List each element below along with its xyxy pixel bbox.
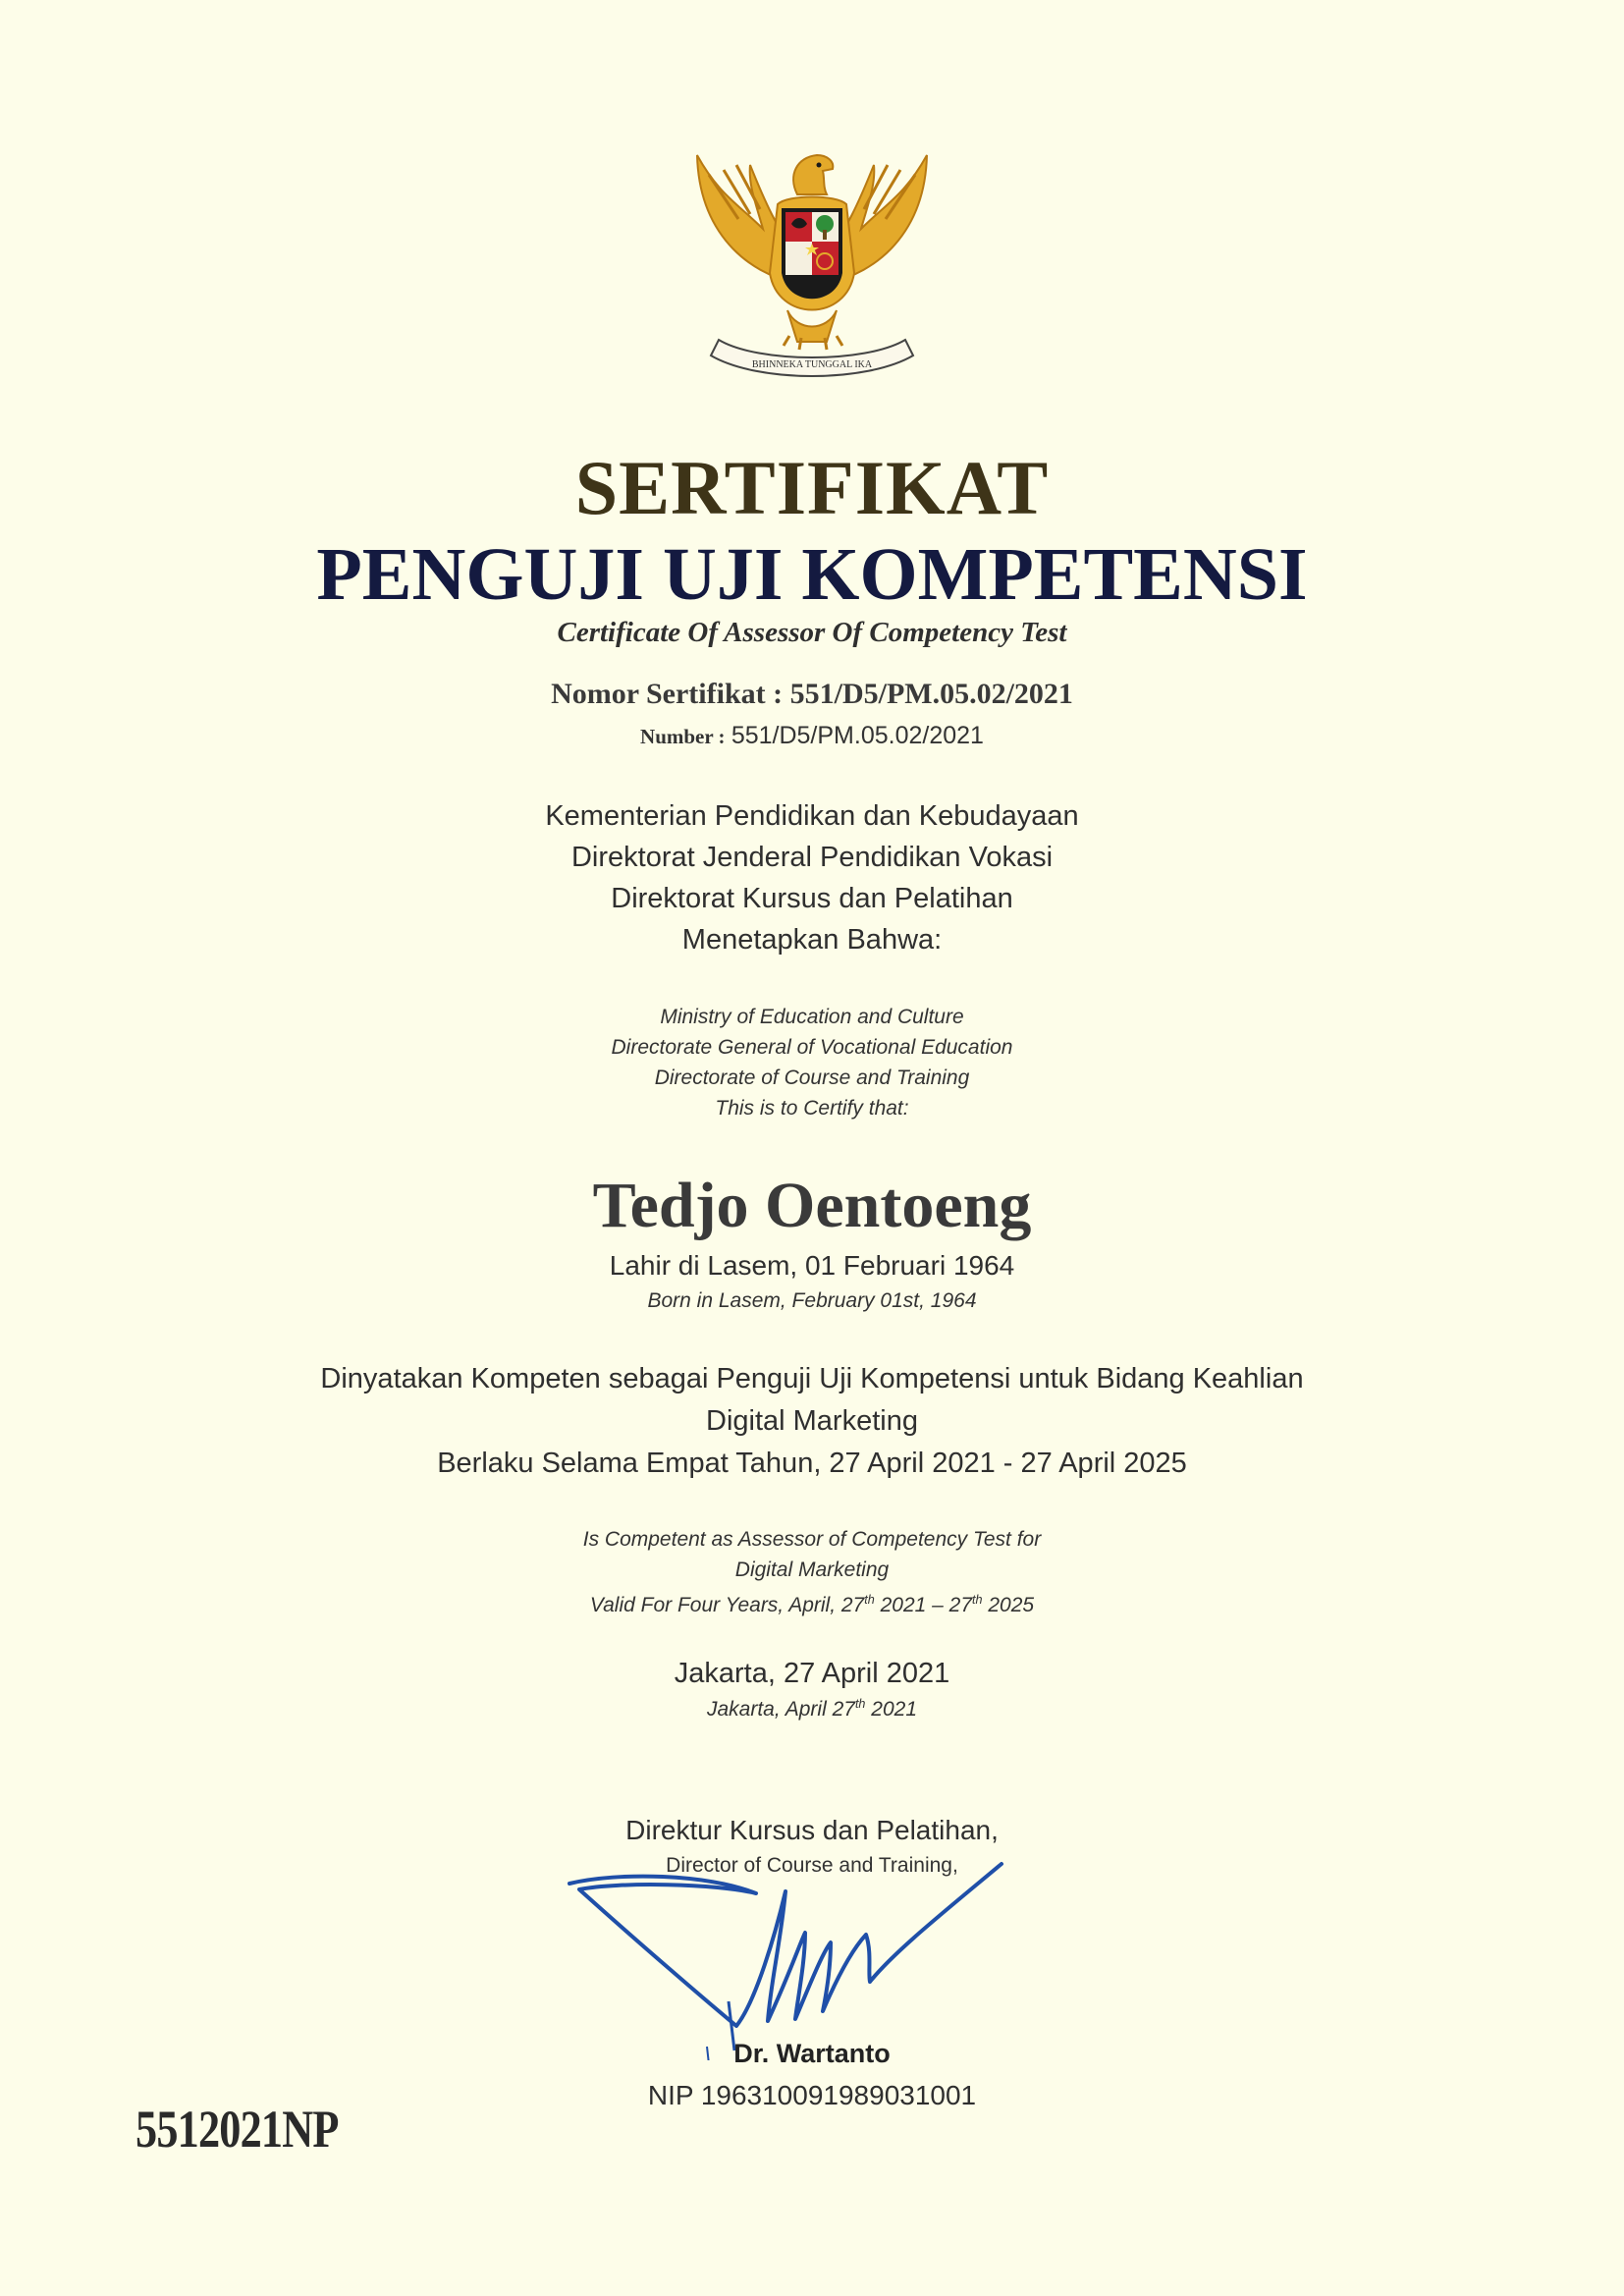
competency-statement-id xyxy=(0,1358,1624,1485)
issuer-line-en: Directorate General of Vocational Education xyxy=(611,1036,1013,1059)
signatory-title-en: Director of Course and Training, xyxy=(666,1854,958,1877)
recipient-birth-id: Lahir di Lasem, 01 Februari 1964 xyxy=(609,1250,1015,1281)
statement-line: Berlaku Selama Empat Tahun, 27 April 2021 - 27 April 2025 xyxy=(437,1448,1187,1479)
signatory-name: Dr. Wartanto xyxy=(733,2039,891,2068)
signature-icon xyxy=(560,1854,1021,2060)
certificate-title-english: Certificate Of Assessor Of Competency Test xyxy=(557,617,1067,648)
number-label: Number : xyxy=(640,725,726,748)
recipient-name: Tedjo Oentoeng xyxy=(592,1170,1032,1241)
issuer-line-en: This is to Certify that: xyxy=(715,1097,909,1120)
certificate-number-label: Nomor Sertifikat : xyxy=(551,678,784,710)
certificate-number-en xyxy=(0,722,1624,750)
competency-statement-en xyxy=(0,1524,1624,1620)
recipient-birth-en: Born in Lasem, February 01st, 1964 xyxy=(647,1289,977,1312)
issuer-line: Menetapkan Bahwa: xyxy=(681,924,943,956)
issuer-line-en: Ministry of Education and Culture xyxy=(660,1006,964,1028)
signatory-title-id: Direktur Kursus dan Pelatihan, xyxy=(625,1815,999,1845)
issuer-line: Direktorat Jenderal Pendidikan Vokasi xyxy=(570,842,1054,873)
issuer-block-id xyxy=(0,795,1624,960)
issuer-line: Kementerian Pendidikan dan Kebudayaan xyxy=(545,800,1079,832)
svg-text:BHINNEKA TUNGGAL IKA: BHINNEKA TUNGGAL IKA xyxy=(751,359,873,370)
statement-line: Digital Marketing xyxy=(706,1405,918,1437)
issuer-block-en xyxy=(0,1002,1624,1123)
garuda-emblem-icon xyxy=(679,136,945,397)
statement-line-en: Is Competent as Assessor of Competency Test for xyxy=(582,1528,1042,1551)
number-value: 551/D5/PM.05.02/2021 xyxy=(731,722,984,749)
issuer-line: Direktorat Kursus dan Pelatihan xyxy=(611,883,1013,914)
signatory-nip: NIP 196310091989031001 xyxy=(647,2080,977,2110)
certificate-subtitle: PENGUJI UJI KOMPETENSI xyxy=(316,533,1308,616)
certificate-title: SERTIFIKAT xyxy=(574,445,1050,530)
statement-line: Dinyatakan Kompeten sebagai Penguji Uji Kompetensi untuk Bidang Keahlian xyxy=(320,1363,1304,1394)
certificate-number-id xyxy=(0,678,1624,711)
place-date-en: Jakarta, April 27th 2021 xyxy=(706,1697,918,1721)
statement-line-en: Digital Marketing xyxy=(734,1558,890,1581)
place-date-id: Jakarta, 27 April 2021 xyxy=(674,1658,950,1689)
serial-number: 5512021NP xyxy=(135,2100,339,2159)
issuer-line-en: Directorate of Course and Training xyxy=(654,1066,970,1089)
statement-validity-en: Valid For Four Years, April, 27th 2021 – 27th 2025 xyxy=(589,1593,1035,1616)
certificate-number-value: 551/D5/PM.05.02/2021 xyxy=(789,678,1073,710)
